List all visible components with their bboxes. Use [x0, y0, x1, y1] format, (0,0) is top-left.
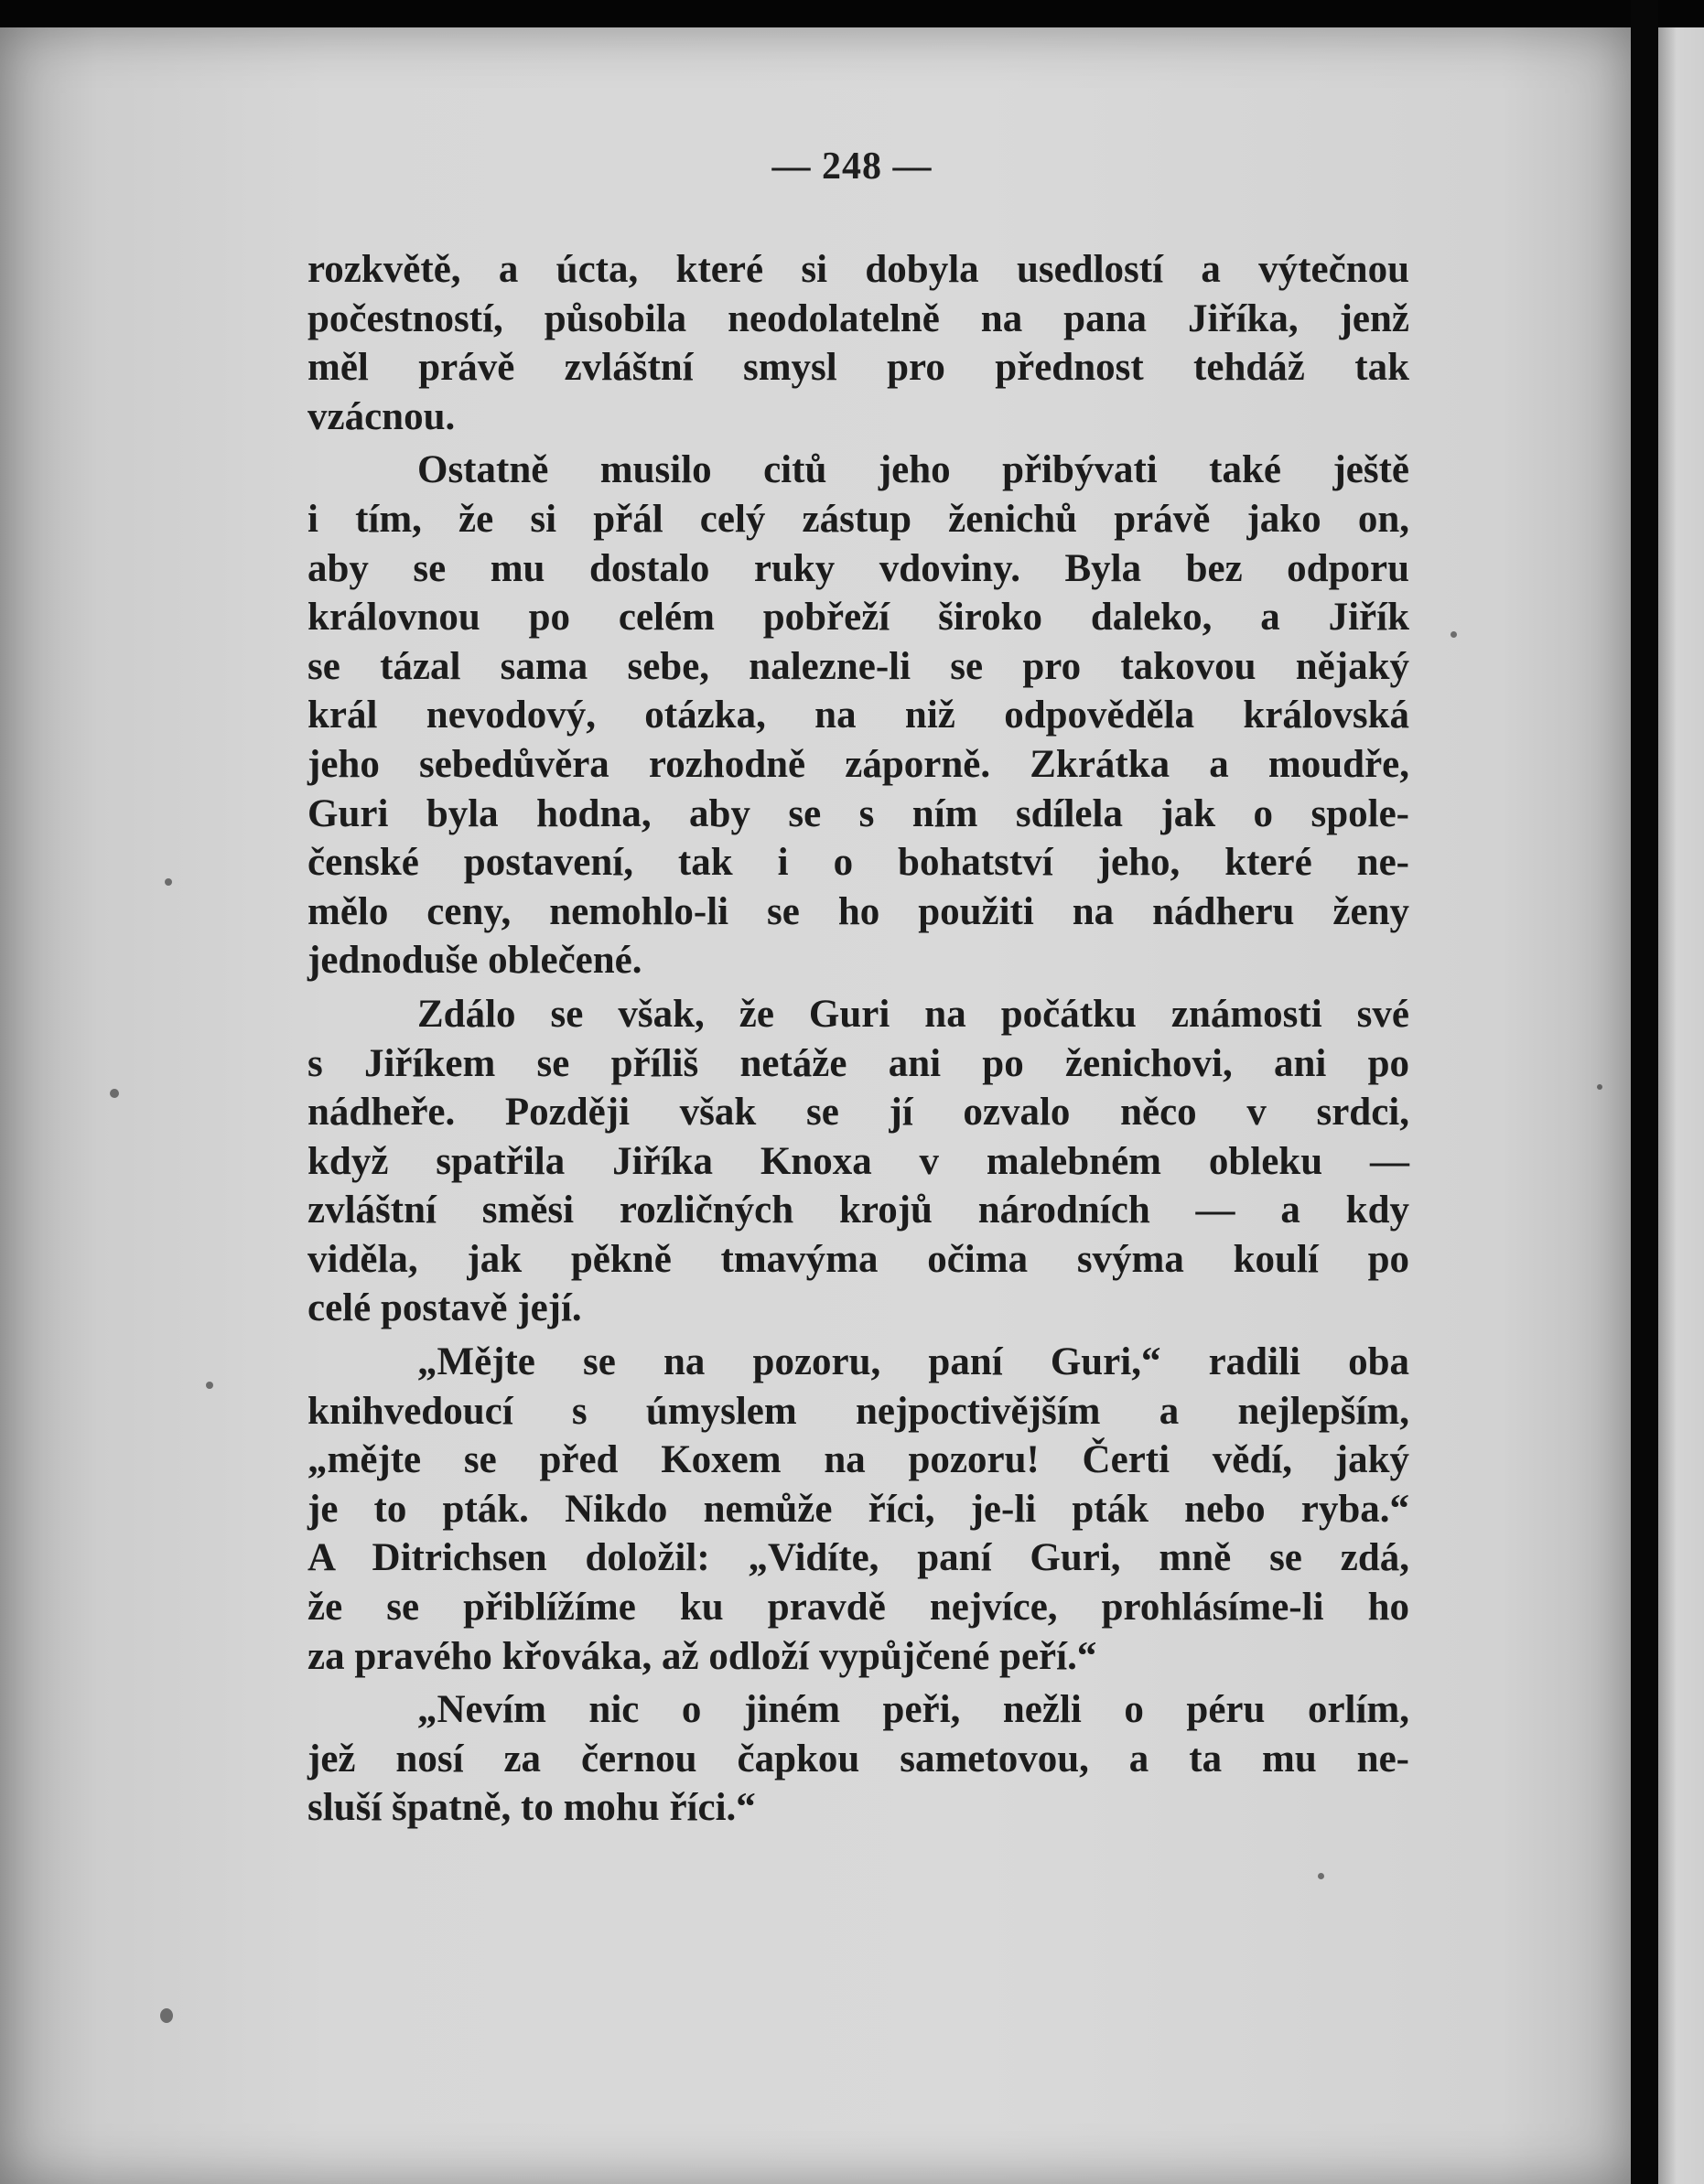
- paragraph: [307, 990, 1409, 1333]
- text-line: „mějte se před Koxem na pozoru! Čerti vědí, jaký: [307, 1438, 1409, 1482]
- text-line: král nevodový, otázka, na niž odpověděla královská: [307, 694, 1409, 737]
- facing-page-edge: [1658, 27, 1704, 2184]
- text-line: měl právě zvláštní smysl pro přednost tehdáž tak: [307, 346, 1409, 390]
- scan-speck: [110, 1089, 119, 1098]
- paragraph: [307, 1338, 1409, 1681]
- text-line: jež nosí za černou čapkou sametovou, a ta mu ne-: [307, 1737, 1409, 1781]
- scan-speck: [1451, 631, 1457, 638]
- text-line: celé postavě její.: [307, 1286, 582, 1330]
- text-line: královnou po celém pobřeží široko daleko, a Jiřík: [307, 596, 1409, 640]
- text-line: Ostatně musilo citů jeho přibývati také ještě: [417, 448, 1409, 492]
- text-line: když spatřila Jiříka Knoxa v malebném obleku —: [307, 1139, 1409, 1183]
- scan-speck: [1597, 1084, 1602, 1090]
- text-line: se tázal sama sebe, nalezne-li se pro takovou nějaký: [307, 644, 1409, 688]
- text-line: jeho sebedůvěra rozhodně záporně. Zkrátka a moudře,: [307, 742, 1409, 786]
- body-text: [307, 245, 1409, 1837]
- text-line: čenské postavení, tak i o bohatství jeho, které ne-: [307, 841, 1409, 885]
- text-line: mělo ceny, nemohlo-li se ho použiti na nádheru ženy: [307, 889, 1409, 933]
- text-line: s Jiříkem se příliš netáže ani po ženichovi, ani po: [307, 1041, 1409, 1085]
- text-line: vzácnou.: [307, 394, 456, 438]
- text-line: „Mějte se na pozoru, paní Guri,“ radili oba: [417, 1340, 1409, 1384]
- text-line: rozkvětě, a úcta, které si dobyla usedlostí a výtečnou: [307, 248, 1409, 291]
- paragraph: [307, 1685, 1409, 1833]
- text-line: viděla, jak pěkně tmavýma očima svýma koulí po: [307, 1237, 1409, 1281]
- paragraph: [307, 446, 1409, 985]
- scan-speck: [160, 2008, 173, 2023]
- paragraph: [307, 245, 1409, 441]
- text-line: je to pták. Nikdo nemůže říci, je-li pták nebo ryba.“: [307, 1487, 1409, 1531]
- text-line: „Nevím nic o jiném peři, nežli o péru orlím,: [417, 1688, 1409, 1732]
- text-line: A Ditrichsen doložil: „Vidíte, paní Guri, mně se zdá,: [307, 1536, 1409, 1580]
- text-line: počestností, působila neodolatelně na pana Jiříka, jenž: [307, 296, 1409, 340]
- text-line: aby se mu dostalo ruky vdoviny. Byla bez odporu: [307, 546, 1409, 590]
- scan-speck: [1318, 1873, 1324, 1879]
- page-number: — 248 —: [771, 145, 933, 188]
- text-line: knihvedoucí s úmyslem nejpoctivějším a nejlepším,: [307, 1389, 1409, 1433]
- text-line: zvláštní směsi rozličných krojů národních — a kdy: [307, 1189, 1409, 1232]
- text-line: i tím, že si přál celý zástup ženichů právě jako on,: [307, 497, 1409, 541]
- text-line: za pravého křováka, až odloží vypůjčené peří.“: [307, 1634, 1097, 1678]
- text-line: Zdálo se však, že Guri na počátku známosti své: [417, 992, 1409, 1036]
- text-line: nádheře. Později však se jí ozvalo něco v srdci,: [307, 1091, 1409, 1135]
- scan-speck: [206, 1382, 213, 1389]
- text-line: sluší špatně, to mohu říci.“: [307, 1786, 756, 1830]
- text-line: jednoduše oblečené.: [307, 939, 642, 983]
- scan-top-edge: [0, 0, 1704, 27]
- text-line: že se přiblížíme ku pravdě nejvíce, prohlásíme-li ho: [307, 1586, 1409, 1630]
- scan-speck: [165, 878, 172, 886]
- book-gutter: [1631, 0, 1658, 2184]
- text-line: Guri byla hodna, aby se s ním sdílela jak o spole-: [307, 791, 1409, 835]
